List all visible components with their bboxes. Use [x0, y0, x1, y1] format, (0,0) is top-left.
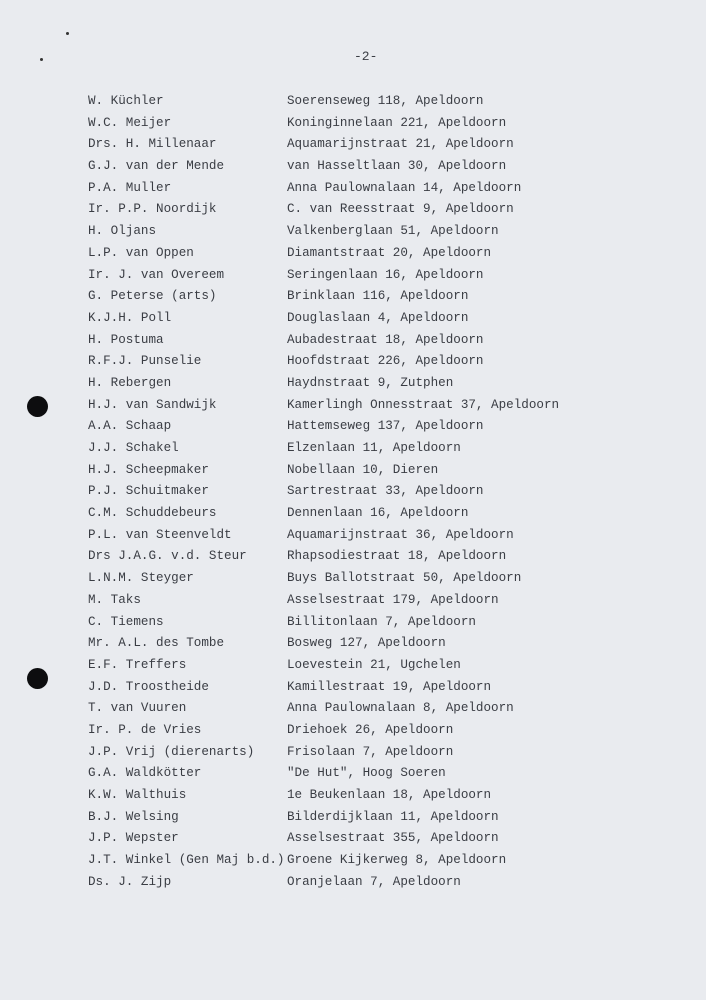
entry-name: L.N.M. Steyger — [88, 571, 194, 586]
list-item — [88, 267, 559, 289]
punch-hole — [27, 668, 48, 689]
entry-address: Kamillestraat 19, Apeldoorn — [287, 679, 492, 694]
list-item — [88, 787, 559, 809]
entry-name: H.J. Scheepmaker — [88, 462, 209, 477]
list-item — [88, 809, 559, 831]
entry-address: Asselsestraat 355, Apeldoorn — [287, 831, 499, 846]
entry-name: G.J. van der Mende — [88, 159, 225, 174]
list-item — [88, 288, 559, 310]
entry-name: K.W. Walthuis — [88, 788, 187, 802]
entry-name: Ir. P.P. Noordijk — [88, 202, 217, 217]
entry-address: Bilderdijklaan 11, Apeldoorn — [287, 809, 499, 824]
entry-name: Mr. A.L. des Tombe — [88, 636, 225, 651]
entry-name: B.J. Welsing — [88, 809, 179, 824]
list-item — [88, 353, 559, 375]
list-item — [88, 245, 559, 267]
list-item — [88, 223, 559, 245]
list-item — [88, 115, 559, 137]
list-item — [88, 397, 559, 419]
entry-address: Douglaslaan 4, Apeldoorn — [287, 310, 469, 325]
list-item — [88, 158, 559, 180]
entry-name: W. Küchler — [88, 94, 164, 108]
entry-name: C. Tiemens — [88, 614, 164, 629]
entry-address: Aquamarijnstraat 21, Apeldoorn — [287, 137, 514, 152]
list-item — [88, 332, 559, 354]
entry-name: P.A. Muller — [88, 180, 172, 195]
list-item — [88, 679, 559, 701]
list-item — [88, 830, 559, 852]
list-item — [88, 93, 559, 115]
list-item — [88, 180, 559, 202]
entry-name: A.A. Schaap — [88, 419, 172, 434]
entry-address: Aquamarijnstraat 36, Apeldoorn — [287, 527, 514, 542]
list-item — [88, 548, 559, 570]
entry-address: Aubadestraat 18, Apeldoorn — [287, 332, 484, 347]
entry-address: Valkenberglaan 51, Apeldoorn — [287, 224, 499, 239]
entry-name: Drs. H. Millenaar — [88, 137, 217, 152]
entry-address: Sartrestraat 33, Apeldoorn — [287, 484, 484, 499]
entry-name: J.J. Schakel — [88, 441, 179, 455]
entry-address: C. van Reesstraat 9, Apeldoorn — [287, 202, 514, 217]
entry-address: Nobellaan 10, Dieren — [287, 462, 439, 477]
entry-address: Driehoek 26, Apeldoorn — [287, 722, 454, 737]
entry-name: H. Oljans — [88, 224, 157, 239]
entry-name: C.M. Schuddebeurs — [88, 506, 217, 521]
list-item — [88, 700, 559, 722]
entry-name: K.J.H. Poll — [88, 310, 172, 325]
entry-address: Frisolaan 7, Apeldoorn — [287, 744, 454, 759]
list-item — [88, 874, 559, 896]
entry-name: R.F.J. Punselie — [88, 354, 202, 369]
punch-hole — [27, 396, 48, 417]
list-item — [88, 527, 559, 549]
list-item — [88, 310, 559, 332]
entry-address: Asselsestraat 179, Apeldoorn — [287, 592, 499, 607]
entry-address: Soerenseweg 118, Apeldoorn — [287, 94, 484, 108]
list-item — [88, 570, 559, 592]
entry-name: G. Peterse (arts) — [88, 289, 217, 304]
list-item — [88, 418, 559, 440]
entry-address: "De Hut", Hoog Soeren — [287, 766, 446, 781]
list-item — [88, 657, 559, 679]
entry-name: P.L. van Steenveldt — [88, 527, 232, 542]
list-item — [88, 462, 559, 484]
entry-address: Oranjelaan 7, Apeldoorn — [287, 874, 461, 889]
entry-name: Ir. J. van Overeem — [88, 267, 225, 282]
ink-speck — [40, 58, 43, 61]
entry-address: Seringenlaan 16, Apeldoorn — [287, 267, 484, 282]
list-item — [88, 483, 559, 505]
list-item — [88, 722, 559, 744]
list-item — [88, 635, 559, 657]
entry-name: J.D. Troostheide — [88, 679, 209, 694]
entry-address: Koninginnelaan 221, Apeldoorn — [287, 115, 507, 130]
entry-address: Hoofdstraat 226, Apeldoorn — [287, 354, 484, 369]
entry-name: Ds. J. Zijp — [88, 874, 172, 889]
list-item — [88, 375, 559, 397]
entry-name: E.F. Treffers — [88, 657, 187, 672]
page-number: -2- — [354, 49, 378, 64]
entry-address: Elzenlaan 11, Apeldoorn — [287, 441, 461, 455]
entry-address: Billitonlaan 7, Apeldoorn — [287, 614, 476, 629]
entry-address: Anna Paulownalaan 14, Apeldoorn — [287, 180, 522, 195]
entry-name: J.P. Vrij (dierenarts) — [88, 744, 255, 759]
address-list — [88, 93, 559, 895]
entry-address: Bosweg 127, Apeldoorn — [287, 636, 446, 651]
entry-address: 1e Beukenlaan 18, Apeldoorn — [287, 788, 492, 802]
entry-address: Buys Ballotstraat 50, Apeldoorn — [287, 571, 522, 586]
list-item — [88, 614, 559, 636]
list-item — [88, 440, 559, 462]
entry-name: J.P. Wepster — [88, 831, 179, 846]
entry-name: G.A. Waldkötter — [88, 766, 202, 781]
list-item — [88, 136, 559, 158]
entry-name: H. Rebergen — [88, 375, 172, 390]
entry-address: Brinklaan 116, Apeldoorn — [287, 289, 469, 304]
entry-address: Anna Paulownalaan 8, Apeldoorn — [287, 701, 514, 716]
entry-name: Drs J.A.G. v.d. Steur — [88, 549, 247, 564]
entry-name: L.P. van Oppen — [88, 245, 194, 260]
entry-name: T. van Vuuren — [88, 701, 187, 716]
entry-address: Kamerlingh Onnesstraat 37, Apeldoorn — [287, 397, 560, 412]
entry-address: van Hasseltlaan 30, Apeldoorn — [287, 159, 507, 174]
entry-address: Dennenlaan 16, Apeldoorn — [287, 506, 469, 521]
list-item — [88, 744, 559, 766]
list-item — [88, 852, 559, 874]
entry-name: H.J. van Sandwijk — [88, 397, 217, 412]
entry-address: Loevestein 21, Ugchelen — [287, 657, 461, 672]
entry-address: Haydnstraat 9, Zutphen — [287, 375, 454, 390]
list-item — [88, 592, 559, 614]
entry-name: Ir. P. de Vries — [88, 722, 202, 737]
list-item — [88, 765, 559, 787]
entry-name: W.C. Meijer — [88, 115, 172, 130]
entry-name: P.J. Schuitmaker — [88, 484, 209, 499]
entry-address: Groene Kijkerweg 8, Apeldoorn — [287, 853, 507, 868]
list-item — [88, 505, 559, 527]
entry-address: Diamantstraat 20, Apeldoorn — [287, 245, 492, 260]
ink-speck — [66, 32, 69, 35]
entry-address: Hattemseweg 137, Apeldoorn — [287, 419, 484, 434]
entry-address: Rhapsodiestraat 18, Apeldoorn — [287, 549, 507, 564]
list-item — [88, 201, 559, 223]
entry-name: M. Taks — [88, 592, 141, 607]
entry-name: H. Postuma — [88, 332, 164, 347]
entry-name: J.T. Winkel (Gen Maj b.d.) — [88, 853, 285, 868]
